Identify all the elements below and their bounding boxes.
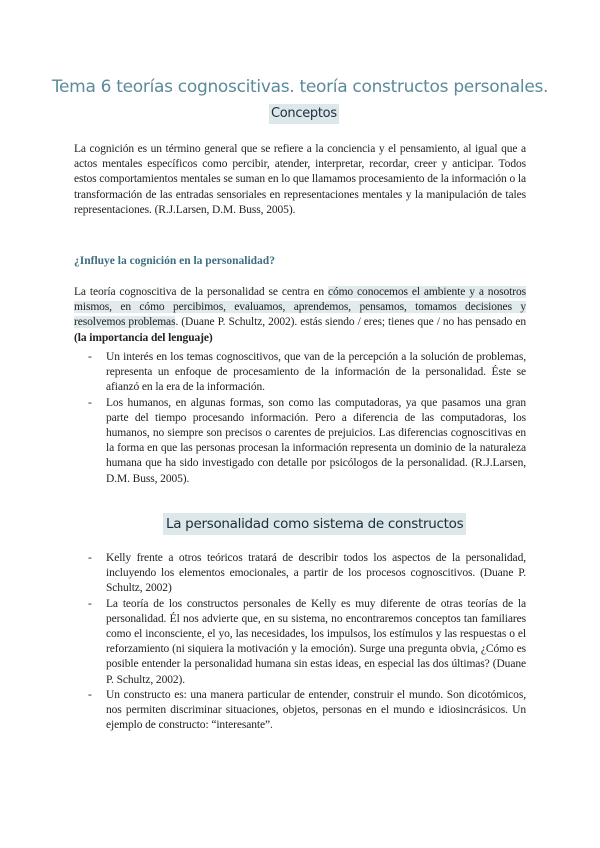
dash-bullet: - — [88, 688, 92, 701]
dash-bullet: - — [88, 552, 92, 564]
list-item-text: Un constructo es: una manera particular de entender, construir el mundo. Son dicotómicos, nos permiten discriminar situaciones, objetos, personas en el mundo e idiosincrásicos. Un ejemplo de constructo: “interesante”. — [106, 688, 526, 732]
dash-bullet: - — [88, 396, 92, 409]
list-item — [88, 688, 526, 734]
concepts-list — [88, 350, 526, 487]
constructs-list — [88, 551, 526, 733]
list-item-text: Los humanos, en algunas formas, son como las computadoras, ya que pasamos una gran parte del tiempo procesando información. Pero a diferencia de las computadoras, los humanos, no siempre son precisos o carentes de prejuicios. Las diferencias cognoscitivas en la forma en que las personas procesan la información representa un dominio de la naturaleza humana que ha sido investigado con detalle por psicólogos de la personalidad. (R.J.Larsen, D.M. Buss, 2005). — [106, 396, 526, 485]
dash-bullet: - — [88, 597, 92, 610]
paragraph-text: . (Duane P. Schultz, 2002). estás siendo / eres; tienes que / no has pensado en — [175, 316, 526, 329]
dash-bullet: - — [88, 351, 92, 363]
paragraph-text: La teoría cognoscitiva de la personalidad se centra en — [74, 286, 328, 298]
bold-note: (la importancia del lenguaje) — [74, 331, 213, 344]
document-title: Tema 6 teorías cognoscitivas. teoría constructos personales. — [51, 77, 549, 97]
intro-paragraph: La cognición es un término general que se refiere a la conciencia y el pensamiento, al igual que a actos mentales específicos como percibir, atender, interpretar, recordar, creer y anticipar. Todos estos comportamientos mentales se suman en lo que llamamos procesamiento de la información o la transformación de las entradas sensoriales en representaciones mentales y la manipulación de tales representaciones. (R.J.Larsen, D.M. Buss, 2005). — [74, 143, 526, 216]
list-item — [88, 396, 526, 487]
list-item-text: Kelly frente a otros teóricos tratará de describir todos los aspectos de la personalidad, incluyendo los elementos emocionales, a partir de los procesos cognoscitivos. (Duane P. Schultz, 2002) — [106, 552, 526, 595]
list-item-text: La teoría de los constructos personales de Kelly es muy diferente de otras teorías de la personalidad. Él nos advierte que, en su sistema, no encontraremos conceptos tan familiares como el inconsciente, el yo, las necesidades, los impulsos, los estímulos y las respuestas o el reforzamiento (ni siquiera la motivación y la emoción). Surge una pregunta obvia, ¿Cómo es posible entender la personalidad humana sin estas ideas, en especial las dos últimas? (Duane P. Schultz, 2002). — [106, 597, 526, 686]
section-heading-constructos: La personalidad como sistema de constructos — [163, 513, 466, 535]
list-item — [88, 597, 526, 688]
cognitive-theory-paragraph — [74, 285, 526, 346]
list-item-text: Un interés en los temas cognoscitivos, que van de la percepción a la solución de problemas, representa un enfoque de procesamiento de la información de la personalidad. Éste se afianzó en la era de la información. — [106, 351, 526, 394]
highlighted-text: cómo conocemos el ambiente y a nosotros mismos, en cómo percibimos, evaluamos, aprendemos, pensamos, tomamos decisiones y resolvemos problemas — [74, 286, 526, 329]
list-item — [88, 350, 526, 396]
question-heading: ¿Influye la cognición en la personalidad? — [74, 255, 275, 267]
section-heading-conceptos: Conceptos — [269, 104, 339, 124]
list-item — [88, 551, 526, 597]
